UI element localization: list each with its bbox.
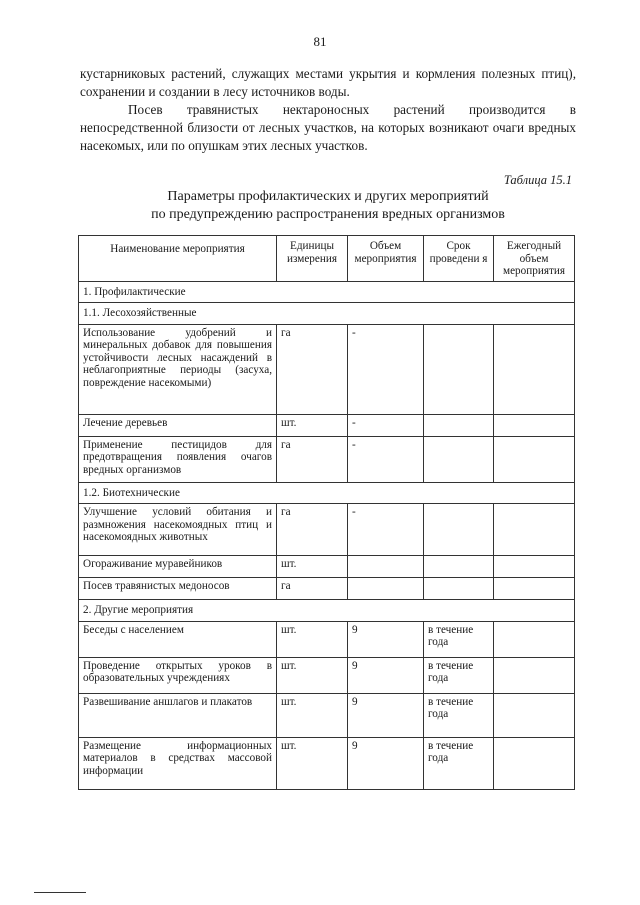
header-cell-volume: Объем мероприятия [348, 236, 424, 282]
cell-volume: - [348, 324, 424, 414]
cell-units: га [277, 324, 348, 414]
cell-annual-volume [494, 504, 575, 556]
body-text [80, 65, 576, 155]
header-cell-annual-volume: Ежегодный объем мероприятия [494, 236, 575, 282]
header-cell-units: Единицы измерения [277, 236, 348, 282]
cell-activity-name: Огораживание муравейников [79, 556, 277, 578]
table-header-row [79, 236, 575, 282]
cell-units: га [277, 504, 348, 556]
parameters-table [78, 235, 575, 790]
cell-term [424, 556, 494, 578]
cell-volume: - [348, 436, 424, 482]
cell-volume: - [348, 414, 424, 436]
cell-annual-volume [494, 693, 575, 737]
cell-units: шт. [277, 657, 348, 693]
cell-annual-volume [494, 324, 575, 414]
table-row [79, 414, 575, 436]
cell-term [424, 414, 494, 436]
cell-activity-name: Размещение информационных материалов в средствах массовой информации [79, 737, 277, 789]
table-title-line: Параметры профилактических и других мероприятий [167, 189, 489, 204]
cell-units: шт. [277, 556, 348, 578]
cell-activity-name: Беседы с населением [79, 621, 277, 657]
cell-units: га [277, 436, 348, 482]
section-title: 1.1. Лесохозяйственные [79, 303, 575, 325]
cell-activity-name: Развешивание аншлагов и плакатов [79, 693, 277, 737]
table-row [79, 556, 575, 578]
cell-annual-volume [494, 578, 575, 600]
table-section-row [79, 281, 575, 303]
cell-term: в течение года [424, 737, 494, 789]
section-title: 2. Другие мероприятия [79, 600, 575, 622]
cell-activity-name: Посев травянистых медоносов [79, 578, 277, 600]
table-title [80, 188, 576, 224]
cell-activity-name: Применение пестицидов для предотвращения появления очагов вредных организмов [79, 436, 277, 482]
table-section-row [79, 600, 575, 622]
table-row [79, 693, 575, 737]
paragraph: Посев травянистых нектароносных растений производится в непосредственной близости от лесных участков, на которых возникают очаги вредных насекомых, или по опушкам этих лесных участков. [80, 102, 576, 153]
header-cell-term: Срок проведени я [424, 236, 494, 282]
cell-volume: 9 [348, 657, 424, 693]
table-row [79, 621, 575, 657]
cell-units: шт. [277, 693, 348, 737]
cell-activity-name: Использование удобрений и минеральных добавок для повышения устойчивости лесных насаждений в неблагоприятные периоды (засуха, повреждение насекомыми) [79, 324, 277, 414]
cell-units: шт. [277, 621, 348, 657]
cell-activity-name: Проведение открытых уроков в образовательных учреждениях [79, 657, 277, 693]
cell-volume [348, 556, 424, 578]
cell-term: в течение года [424, 657, 494, 693]
section-title: 1.2. Биотехнические [79, 482, 575, 504]
cell-units: шт. [277, 737, 348, 789]
cell-activity-name: Улучшение условий обитания и размножения насекомоядных птиц и насекомоядных животных [79, 504, 277, 556]
footnote-divider [34, 892, 86, 893]
table-row [79, 657, 575, 693]
cell-term [424, 578, 494, 600]
table-section-row [79, 303, 575, 325]
cell-volume [348, 578, 424, 600]
page-number: 81 [313, 34, 327, 49]
cell-term [424, 504, 494, 556]
cell-term: в течение года [424, 693, 494, 737]
cell-annual-volume [494, 737, 575, 789]
cell-term: в течение года [424, 621, 494, 657]
table-row [79, 737, 575, 789]
cell-term [424, 436, 494, 482]
header-cell-name: Наименование мероприятия [79, 236, 277, 282]
section-title: 1. Профилактические [79, 281, 575, 303]
cell-activity-name: Лечение деревьев [79, 414, 277, 436]
cell-annual-volume [494, 621, 575, 657]
cell-term [424, 324, 494, 414]
cell-volume: 9 [348, 621, 424, 657]
cell-annual-volume [494, 436, 575, 482]
table-row [79, 578, 575, 600]
cell-annual-volume [494, 657, 575, 693]
cell-units: га [277, 578, 348, 600]
cell-annual-volume [494, 414, 575, 436]
table-caption: Таблица 15.1 [503, 173, 572, 187]
table-title-line: по предупреждению распространения вредных организмов [151, 207, 505, 222]
cell-volume: - [348, 504, 424, 556]
cell-annual-volume [494, 556, 575, 578]
table-section-row [79, 482, 575, 504]
cell-volume: 9 [348, 737, 424, 789]
paragraph: кустарниковых растений, служащих местами укрытия и кормления полезных птиц), сохранении и создании в лесу источников воды. [80, 66, 576, 99]
table-row [79, 436, 575, 482]
table-row [79, 504, 575, 556]
cell-units: шт. [277, 414, 348, 436]
cell-volume: 9 [348, 693, 424, 737]
table-row [79, 324, 575, 414]
